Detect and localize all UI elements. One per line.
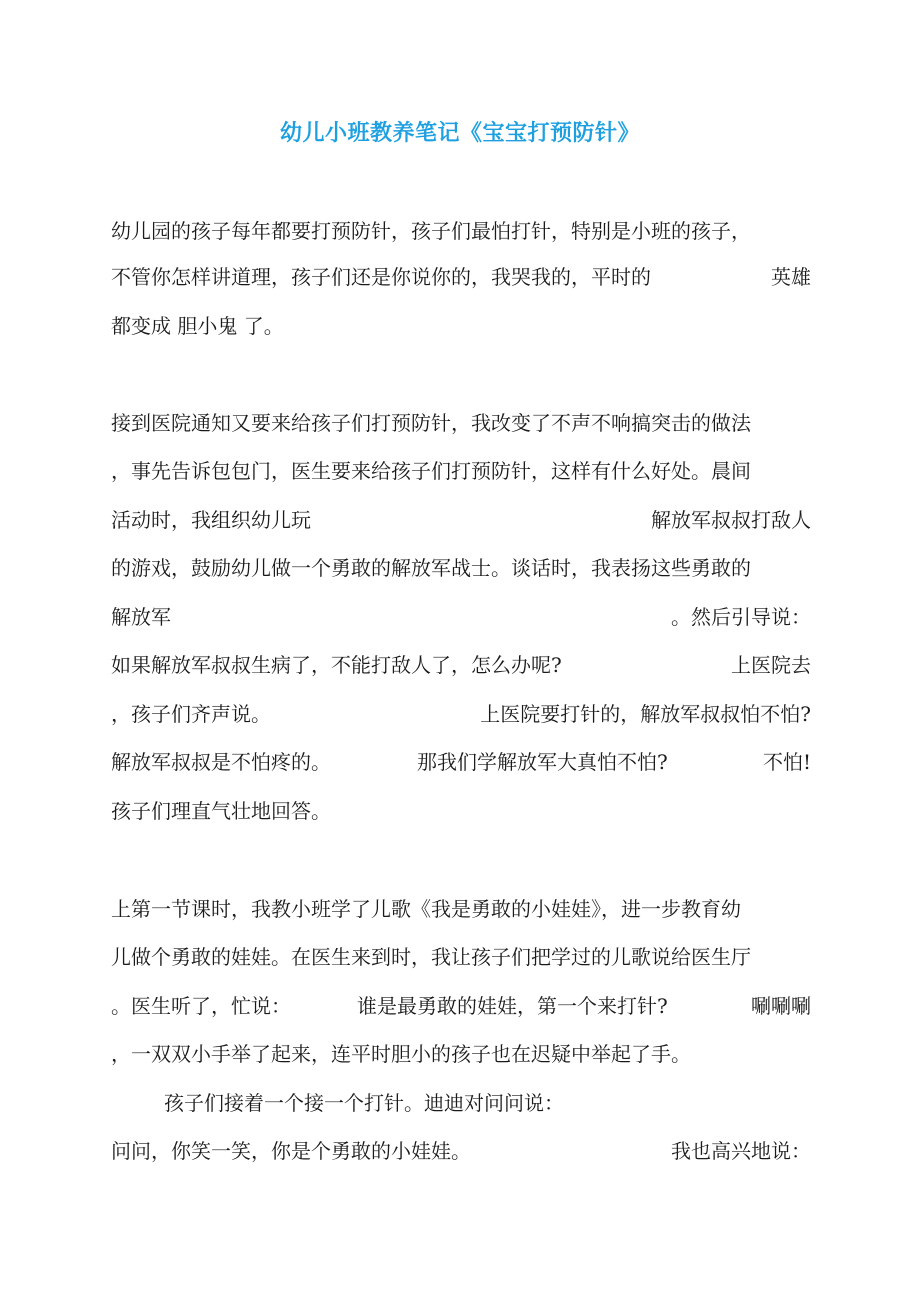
text-line [111, 652, 811, 678]
line-text: 都变成 胆小鬼 了。 [111, 314, 284, 338]
text-line [164, 1090, 864, 1116]
line-text: 不管你怎样讲道理，孩子们还是你说你的，我哭我的，平时的 [111, 265, 651, 289]
line-text-right: 上医院去 [731, 653, 811, 677]
text-line [111, 410, 811, 436]
text-line [111, 313, 811, 339]
text-line [111, 555, 811, 581]
text-line [111, 944, 811, 970]
line-text: 接到医院通知又要来给孩子们打预防针，我改变了不声不响搞突击的做法 [111, 411, 751, 435]
line-text: 解放军 [111, 605, 171, 629]
text-line [111, 993, 811, 1019]
line-text: 解放军叔叔是不怕疼的。 [111, 750, 331, 774]
line-text-right: 解放军叔叔打敌人 [651, 508, 811, 532]
line-text: 儿做个勇敢的娃娃。在医生来到时，我让孩子们把学过的儿歌说给医生厅 [111, 945, 751, 969]
line-text-right: 英雄 [771, 265, 811, 289]
text-line [111, 896, 811, 922]
line-text-right: 我也高兴地说： [671, 1139, 811, 1163]
text-line [111, 1041, 811, 1067]
line-text-middle: 那我们学解放军大真怕不怕? [417, 750, 668, 774]
line-text-right: 不怕! [762, 750, 811, 774]
text-line [111, 507, 811, 533]
line-text-middle: 谁是最勇敢的娃娃，第一个来打针? [357, 994, 668, 1018]
text-line [111, 604, 811, 630]
line-text-right: 。然后引导说： [671, 605, 811, 629]
text-line [111, 798, 811, 824]
text-line [111, 1138, 811, 1164]
text-line [111, 218, 811, 244]
text-line [111, 264, 811, 290]
line-text: 问问，你笑一笑，你是个勇敢的小娃娃。 [111, 1139, 471, 1163]
line-text: 孩子们理直气壮地回答。 [111, 799, 331, 823]
line-text-right: 唰唰唰 [751, 994, 811, 1018]
document-title: 幼儿小班教养笔记《宝宝打预防针》 [279, 120, 640, 146]
line-text: 孩子们接着一个接一个打针。迪迪对问问说： [164, 1091, 564, 1115]
text-line [111, 701, 811, 727]
line-text: 活动时，我组织幼儿玩 [111, 508, 311, 532]
text-line [111, 458, 811, 484]
line-text: ，一双双小手举了起来，连平时胆小的孩子也在迟疑中举起了手。 [111, 1042, 691, 1066]
line-text-right: 上医院要打针的，解放军叔叔怕不怕? [480, 702, 811, 726]
line-text: 上第一节课时，我教小班学了儿歌《我是勇敢的小娃娃》，进一步教育幼 [111, 897, 741, 921]
text-line [111, 749, 811, 775]
line-text: ，孩子们齐声说。 [111, 702, 271, 726]
line-text: 。医生听了，忙说： [111, 994, 291, 1018]
line-text: 如果解放军叔叔生病了，不能打敌人了，怎么办呢? [111, 653, 562, 677]
line-text: 幼儿园的孩子每年都要打预防针，孩子们最怕打针，特别是小班的孩子， [111, 219, 751, 243]
line-text: 的游戏，鼓励幼儿做一个勇敢的解放军战士。谈话时，我表扬这些勇敢的 [111, 556, 751, 580]
line-text: ，事先告诉包包门，医生要来给孩子们打预防针，这样有什么好处。晨间 [111, 459, 751, 483]
